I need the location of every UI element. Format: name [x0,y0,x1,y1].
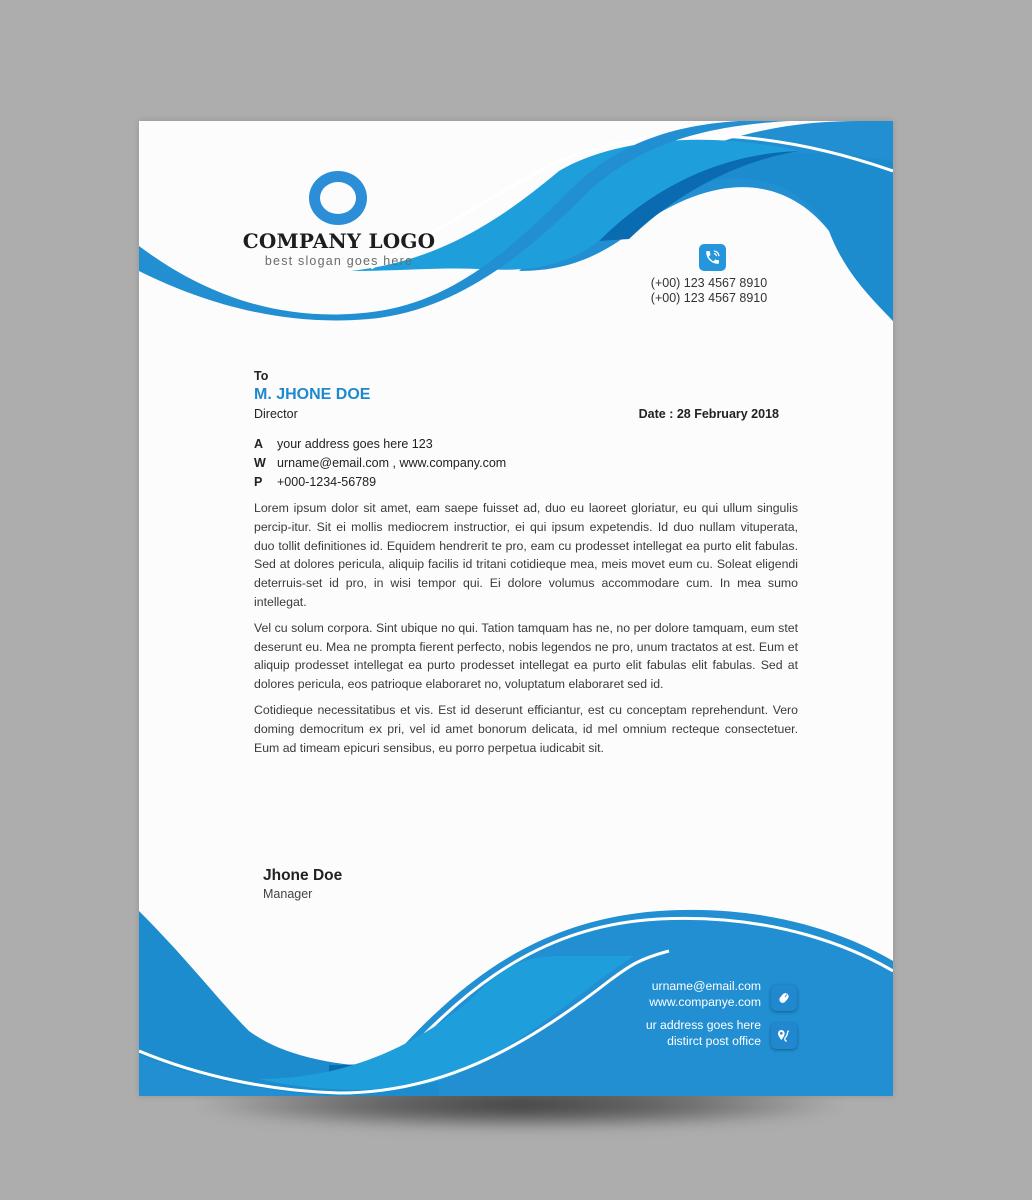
contact-details [254,434,506,491]
contact-value: your address goes here 123 [277,436,433,451]
letter-body [254,499,798,764]
footer-address-info [646,1018,761,1049]
footer-website: www.companye.com [649,994,761,1009]
letterhead-page [139,121,893,1096]
contact-value: urname@email.com , www.company.com [277,455,507,470]
recipient-title: Director [254,407,298,421]
letter-date: Date : 28 February 2018 [638,407,779,421]
phone-numbers [619,276,799,306]
body-paragraph: Cotidieque necessitatibus et vis. Est id deserunt efficiantur, est cu conceptam reprehendunt. Vero doming democritum ex pri, vel id amet bonorum delicata, id mel omnium recteque consectetuer. Eum ad timeam epicuri sensibus, eu porro perpetua iudicabit sit. [254,702,798,755]
footer-email: urname@email.com [651,979,761,993]
signature-name: Jhone Doe [263,867,343,884]
contact-key: A [254,436,264,451]
phone-number-2: (+00) 123 4567 8910 [650,291,768,305]
phone-number-1: (+00) 123 4567 8910 [650,276,768,290]
footer-address-line2: distirct post office [667,1033,761,1048]
body-paragraph: Vel cu solum corpora. Sint ubique no qui. Tation tamquam has ne, no per dolore tamquam, eum stet deserunt eu. Mea ne prompta fierent perfecto, nobis legendos ne pro, unum tractatos at est. Eum et aliquip prodesset intellegat ea purto prodesset intellegat ea purto elit fabulas elit fabulas. Sed at dolores pericula, eos patrioque elaboraret no, voluptatum elaboraret sed id. [254,620,798,692]
recipient-name: M. JHONE DOE [254,386,371,403]
footer-web-info [649,979,761,1010]
contact-key: P [254,474,263,489]
contact-phone [254,472,506,491]
contact-value: +000-1234-56789 [277,474,377,489]
map-pin-icon [771,1023,797,1049]
footer-address-line1: ur address goes here [645,1018,761,1032]
signature-title: Manager [263,887,313,901]
mouse-icon [771,985,797,1011]
contact-web [254,453,506,472]
company-name: COMPANY LOGO [242,229,436,253]
company-slogan: best slogan goes here [264,254,414,268]
phone-icon [699,244,726,271]
to-label: To [254,369,269,383]
contact-address [254,434,506,453]
contact-key: W [254,455,266,470]
ring-logo-icon [309,171,367,225]
body-paragraph: Lorem ipsum dolor sit amet, eam saepe fuisset ad, duo eu laoreet gloriatur, eu qui ullum singulis percip-itur. Sit ei mollis mediocrem instructior, ei qui ipsum expetendis. Id duo nullam vituperata, duo tollit definitiones id. Equidem hendrerit te pro, eam cu prodesset intellegat ea purto elit fabulas. Sed at dolores pericula, aliquip facilis id tritani cotidieque mea, meis movet eum cu. Soleat eligendi deterruis-set id pro, in wisi tempor qui. Ei dolore volumus accommodare cum. In mea sumo intellegat. [254,501,798,609]
